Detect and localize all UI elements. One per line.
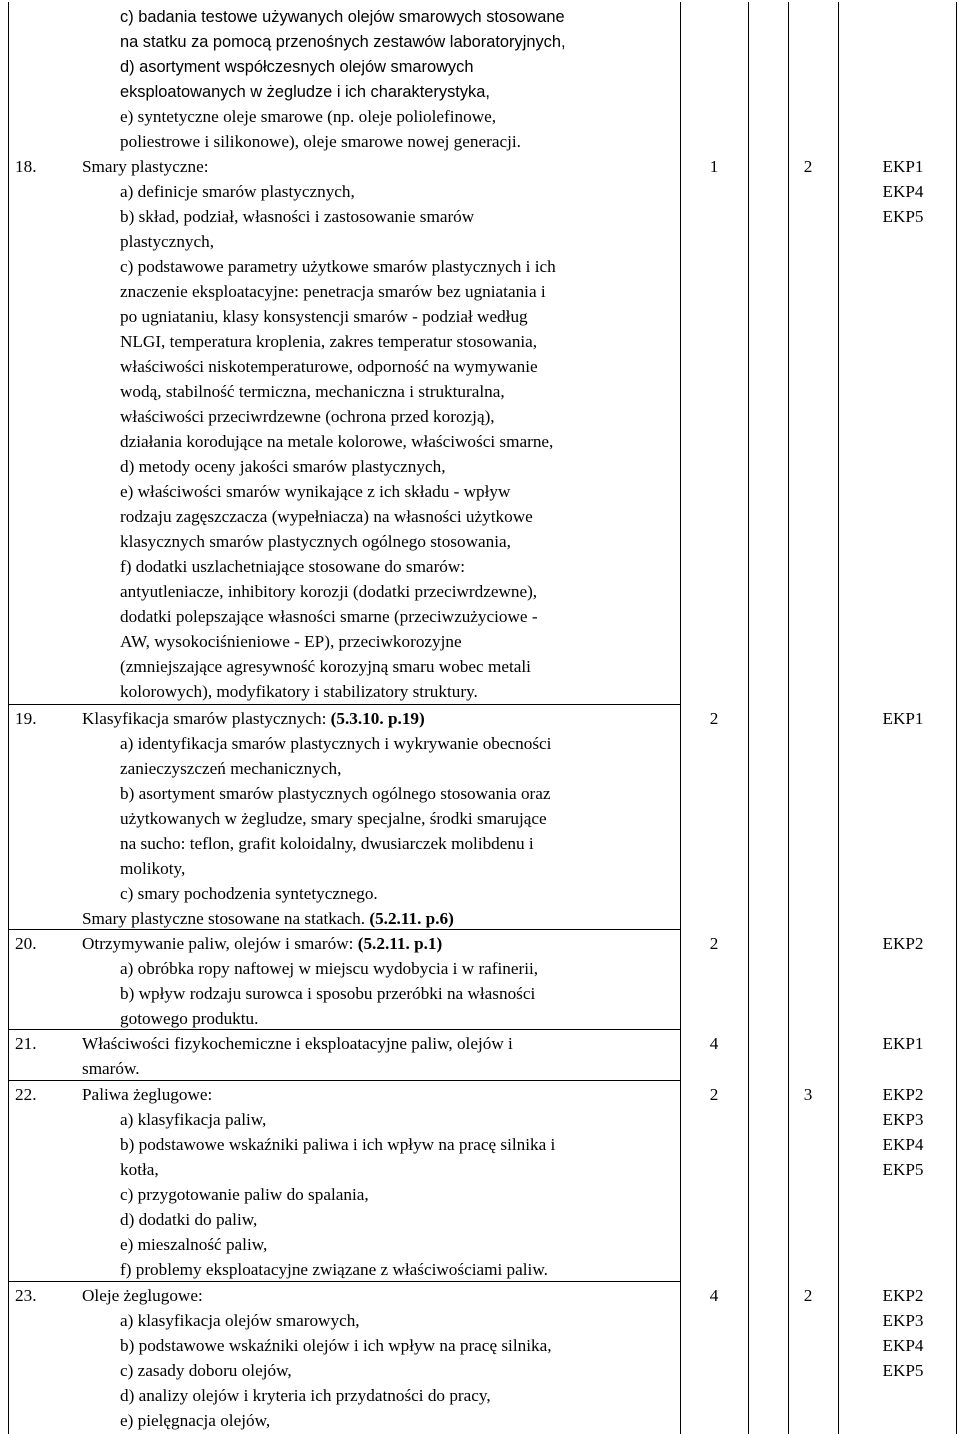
effect-code: EKP4 [882, 182, 924, 201]
topic-line: kotła, [120, 1160, 159, 1179]
topic-line: d) analizy olejów i kryteria ich przydatności do pracy, [120, 1386, 491, 1405]
topic-line: znaczenie eksploatacyjne: penetracja smarów bez ugniatania i [120, 282, 546, 301]
effect-code: EKP5 [882, 1361, 924, 1380]
topic-title: Właściwości fizykochemiczne i eksploatacyjne paliw, olejów i [82, 1034, 513, 1053]
topic-line: b) podstawowe wskaźniki paliwa i ich wpływ na pracę silnika i [120, 1135, 556, 1154]
topic-line: antyutleniacze, inhibitory korozji (dodatki przeciwrdzewne), [120, 582, 538, 601]
topic-title: Oleje żeglugowe: [82, 1286, 203, 1305]
hours-lab: 2 [803, 1286, 813, 1305]
topic-line: (zmniejszające agresywność korozyjną smaru wobec metali [120, 657, 531, 676]
curriculum-table [8, 2, 958, 1434]
topic-line: wodą, stabilność termiczna, mechaniczna i strukturalna, [120, 382, 505, 401]
topic-title: Otrzymywanie paliw, olejów i smarów: (5.2.11. p.1) [82, 934, 443, 953]
row-number: 23. [15, 1286, 37, 1305]
row-number: 20. [15, 934, 37, 953]
topic-line: na sucho: teflon, grafit koloidalny, dwusiarczek molibdenu i [120, 834, 534, 853]
topic-line: c) podstawowe parametry użytkowe smarów plastycznych i ich [120, 257, 556, 276]
topic-line: kolorowych), modyfikatory i stabilizatory struktury. [120, 682, 478, 701]
effect-code: EKP4 [882, 1135, 924, 1154]
hours-lecture: 1 [709, 157, 719, 176]
topic-line: właściwości niskotemperaturowe, odporność na wymywanie [120, 357, 538, 376]
topic-line: użytkowanych w żegludze, smary specjalne, środki smarujące [120, 809, 547, 828]
effect-code: EKP5 [882, 1160, 924, 1179]
column-divider [788, 2, 789, 1434]
topic-reference: (5.3.10. p.19) [330, 709, 425, 728]
topic-line: klasycznych smarów plastycznych ogólnego stosowania, [120, 532, 511, 551]
topic-line: plastycznych, [120, 232, 215, 251]
topic-line: działania korodujące na metale kolorowe, właściwości smarne, [120, 432, 554, 451]
topic-line: c) przygotowanie paliw do spalania, [120, 1185, 369, 1204]
hours-lecture: 2 [709, 1085, 719, 1104]
continuation-line: d) asortyment współczesnych olejów smarowych [120, 58, 474, 76]
hours-lecture: 2 [709, 709, 719, 728]
topic-line: c) smary pochodzenia syntetycznego. [120, 884, 378, 903]
topic-line: po ugniataniu, klasy konsystencji smarów - podział według [120, 307, 528, 326]
topic-line: f) dodatki uszlachetniające stosowane do smarów: [120, 557, 466, 576]
continuation-line: na statku za pomocą przenośnych zestawów laboratoryjnych, [120, 33, 566, 51]
topic-line: a) klasyfikacja olejów smarowych, [120, 1311, 360, 1330]
hours-lab: 3 [803, 1085, 813, 1104]
effect-code: EKP2 [882, 1085, 924, 1104]
continuation-line: eksploatowanych w żegludze i ich charakterystyka, [120, 83, 490, 101]
topic-line: a) obróbka ropy naftowej w miejscu wydobycia i w rafinerii, [120, 959, 539, 978]
topic-reference: (5.2.11. p.6) [369, 909, 454, 928]
hours-lecture: 4 [709, 1034, 719, 1053]
topic-line: d) metody oceny jakości smarów plastycznych, [120, 457, 446, 476]
hours-lecture: 2 [709, 934, 719, 953]
topic-line: NLGI, temperatura kroplenia, zakres temperatur stosowania, [120, 332, 538, 351]
topic-line: zanieczyszczeń mechanicznych, [120, 759, 342, 778]
row-number: 21. [15, 1034, 37, 1053]
continuation-line: c) badania testowe używanych olejów smarowych stosowane [120, 8, 565, 26]
effect-code: EKP2 [882, 1286, 924, 1305]
topic-line: właściwości przeciwrdzewne (ochrona przed korozją), [120, 407, 495, 426]
column-divider [748, 2, 749, 1434]
effect-code: EKP2 [882, 934, 924, 953]
table-border-right [956, 2, 957, 1434]
row-separator [8, 1029, 680, 1030]
hours-lecture: 4 [709, 1286, 719, 1305]
topic-line: d) dodatki do paliw, [120, 1210, 258, 1229]
effect-code: EKP1 [882, 1034, 924, 1053]
topic-line: e) mieszalność paliw, [120, 1235, 268, 1254]
topic-line: AW, wysokociśnieniowe - EP), przeciwkorozyjne [120, 632, 462, 651]
topic-footer: Smary plastyczne stosowane na statkach. (5.2.11. p.6) [82, 909, 454, 928]
topic-line: a) definicje smarów plastycznych, [120, 182, 355, 201]
topic-line: e) pielęgnacja olejów, [120, 1411, 271, 1430]
topic-line: gotowego produktu. [120, 1009, 259, 1028]
topic-line: b) skład, podział, własności i zastosowanie smarów [120, 207, 475, 226]
topic-line: a) identyfikacja smarów plastycznych i wykrywanie obecności [120, 734, 552, 753]
effect-code: EKP3 [882, 1110, 924, 1129]
topic-line: molikoty, [120, 859, 186, 878]
continuation-line: e) syntetyczne oleje smarowe (np. oleje poliolefinowe, [120, 107, 497, 126]
topic-line: a) klasyfikacja paliw, [120, 1110, 267, 1129]
effect-code: EKP5 [882, 207, 924, 226]
topic-line: e) właściwości smarów wynikające z ich składu - wpływ [120, 482, 511, 501]
row-number: 19. [15, 709, 37, 728]
row-number: 22. [15, 1085, 37, 1104]
hours-lab: 2 [803, 157, 813, 176]
column-divider [838, 2, 839, 1434]
continuation-line: poliestrowe i silikonowe), oleje smarowe nowej generacji. [120, 132, 521, 151]
topic-line: b) podstawowe wskaźniki olejów i ich wpływ na pracę silnika, [120, 1336, 552, 1355]
effect-code: EKP3 [882, 1311, 924, 1330]
topic-line: b) wpływ rodzaju surowca i sposobu przeróbki na własności [120, 984, 536, 1003]
topic-line: dodatki polepszające własności smarne (przeciwzużyciowe - [120, 607, 538, 626]
topic-title: Smary plastyczne: [82, 157, 209, 176]
topic-line: b) asortyment smarów plastycznych ogólnego stosowania oraz [120, 784, 551, 803]
column-divider [680, 2, 681, 1434]
row-number: 18. [15, 157, 37, 176]
topic-line: smarów. [82, 1059, 140, 1078]
effect-code: EKP4 [882, 1336, 924, 1355]
topic-line: c) zasady doboru olejów, [120, 1361, 292, 1380]
effect-code: EKP1 [882, 709, 924, 728]
topic-line: rodzaju zagęszczacza (wypełniacza) na własności użytkowe [120, 507, 533, 526]
topic-title: Klasyfikacja smarów plastycznych: (5.3.10. p.19) [82, 709, 425, 728]
effect-code: EKP1 [882, 157, 924, 176]
topic-line: f) problemy eksploatacyjne związane z właściwościami paliw. [120, 1260, 548, 1279]
table-border-left [8, 2, 9, 1434]
topic-title: Paliwa żeglugowe: [82, 1085, 213, 1104]
topic-reference: (5.2.11. p.1) [357, 934, 443, 953]
